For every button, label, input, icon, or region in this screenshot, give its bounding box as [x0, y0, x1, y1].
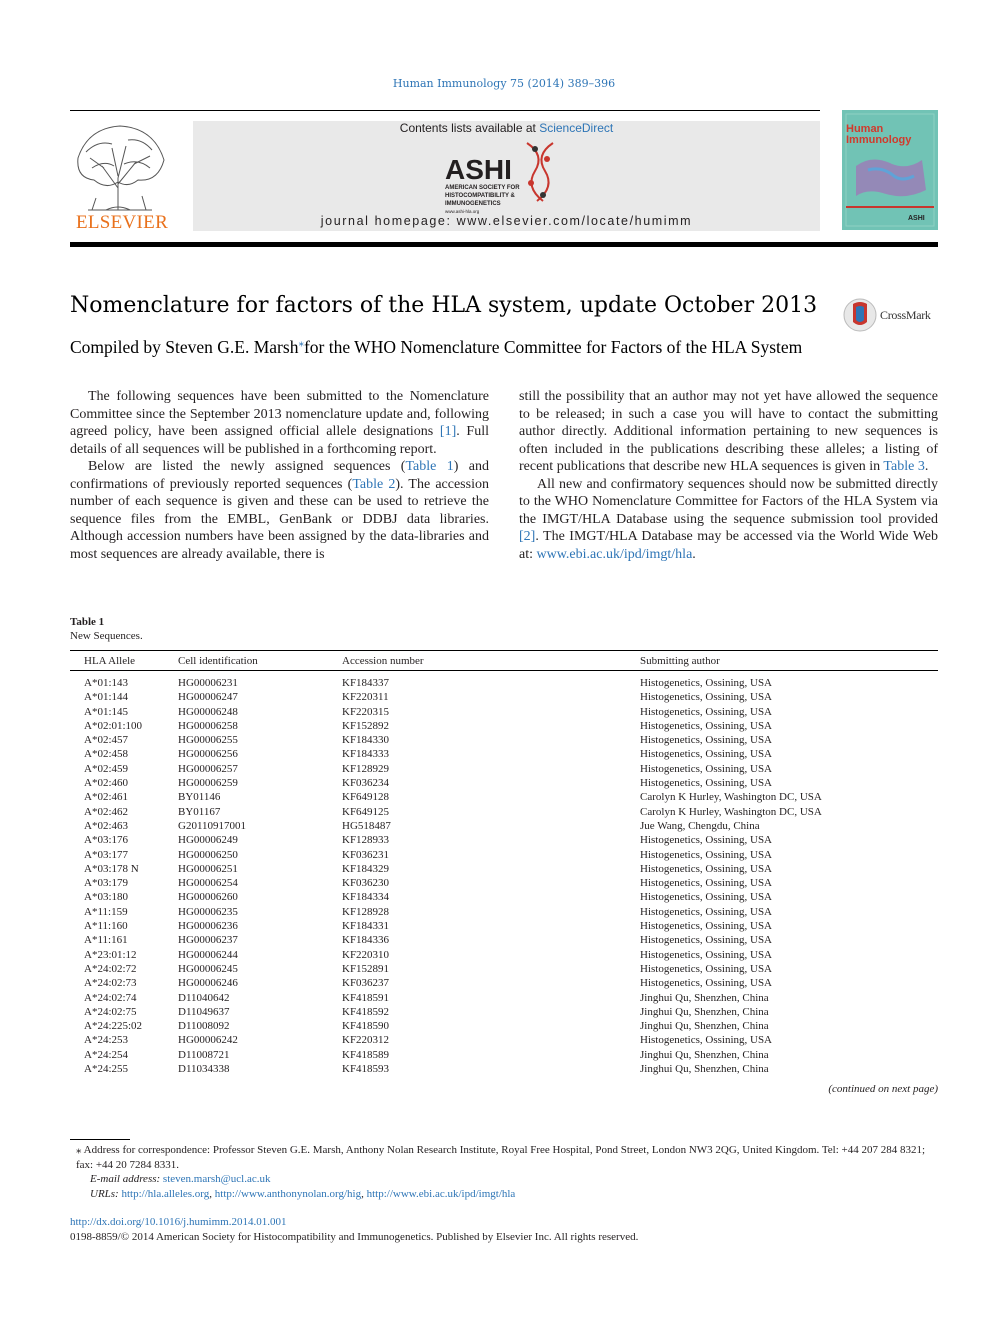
cell-accession-number: KF220310 — [342, 948, 390, 961]
cell-identification: BY01167 — [178, 805, 221, 818]
cell-hla-allele: A*24:02:73 — [84, 977, 137, 990]
cell-submitting-author: Histogenetics, Ossining, USA — [640, 934, 772, 947]
cell-hla-allele: A*11:160 — [84, 920, 128, 933]
cell-identification: HG00006236 — [178, 920, 238, 933]
cell-identification: D11040642 — [178, 991, 230, 1004]
cell-submitting-author: Carolyn K Hurley, Washington DC, USA — [640, 791, 822, 804]
cell-hla-allele: A*24:253 — [84, 1034, 128, 1047]
table-row — [70, 719, 938, 733]
table-header-row — [70, 654, 938, 668]
cell-accession-number: KF184333 — [342, 748, 390, 761]
right-paragraph-2: All new and confirmatory sequences should now be submitted directly to the WHO Nomenclature Committee for Factors of the HLA System via the IMGT/HLA Database using the sequence submission tool provided [2]. The IMGT/HLA Database may be accessed via the World Wide Web at: www.ebi.ac.uk/ipd/imgt/hla. — [519, 476, 938, 562]
crossmark-label[interactable]: CrossMark — [880, 308, 931, 322]
cell-accession-number: KF220312 — [342, 1034, 390, 1047]
cell-accession-number: KF036231 — [342, 848, 390, 861]
cell-submitting-author: Histogenetics, Ossining, USA — [640, 905, 772, 918]
cell-submitting-author: Carolyn K Hurley, Washington DC, USA — [640, 805, 822, 818]
cell-hla-allele: A*02:459 — [84, 762, 128, 775]
cell-accession-number: KF184336 — [342, 934, 390, 947]
cell-identification: HG00006231 — [178, 677, 238, 689]
table-row — [70, 833, 938, 847]
cell-identification: HG00006260 — [178, 891, 238, 904]
cell-submitting-author: Histogenetics, Ossining, USA — [640, 891, 772, 904]
cell-submitting-author: Histogenetics, Ossining, USA — [640, 977, 772, 990]
cover-title — [846, 124, 936, 146]
cell-identification: HG00006254 — [178, 877, 238, 890]
cell-hla-allele: A*24:02:74 — [84, 991, 137, 1004]
journal-reference[interactable]: Human Immunology 75 (2014) 389–396 — [392, 77, 616, 90]
cell-identification: HG00006255 — [178, 734, 238, 747]
footnote-star: ⁎ — [76, 1144, 82, 1156]
url-ebi-imgt[interactable]: http://www.ebi.ac.uk/ipd/imgt/hla — [366, 1187, 516, 1200]
cell-accession-number: KF128929 — [342, 762, 390, 775]
elsevier-wordmark: ELSEVIER — [75, 212, 169, 233]
cell-hla-allele: A*02:457 — [84, 734, 128, 747]
cell-accession-number: KF418592 — [342, 1005, 390, 1018]
cell-submitting-author: Histogenetics, Ossining, USA — [640, 1034, 772, 1047]
table-row — [70, 747, 938, 761]
table-row — [70, 1048, 938, 1062]
cell-submitting-author: Histogenetics, Ossining, USA — [640, 705, 772, 718]
table-row — [70, 762, 938, 776]
cell-identification: HG00006257 — [178, 762, 238, 775]
table-row — [70, 890, 938, 904]
cell-identification: HG00006256 — [178, 748, 238, 761]
cell-identification: HG00006244 — [178, 948, 238, 961]
contents-line — [193, 121, 820, 135]
cover-title-line1: Human — [846, 123, 884, 135]
cell-hla-allele: A*02:463 — [84, 819, 128, 832]
header-hla-allele: HLA Allele — [84, 655, 136, 667]
cell-identification: HG00006258 — [178, 719, 238, 732]
cell-submitting-author: Histogenetics, Ossining, USA — [640, 734, 772, 747]
table-caption: New Sequences. — [70, 630, 143, 642]
doi-url[interactable]: http://dx.doi.org/10.1016/j.humimm.2014.01.001 — [70, 1216, 287, 1228]
cell-hla-allele: A*03:176 — [84, 834, 128, 847]
right-paragraph-1: still the possibility that an author may not yet have allowed the sequence to be released; in such a case you will have to contact the submitting author directly. Additional information pertaining to new sequences is often included in the publications describing these alleles; a listing of recent publications that describe new HLA sequences is given in Table 3. — [519, 389, 938, 474]
cell-hla-allele: A*24:02:72 — [84, 962, 137, 975]
header-accession-number: Accession number — [342, 655, 424, 667]
table-row — [70, 876, 938, 890]
journal-homepage — [193, 214, 820, 228]
cell-accession-number: KF418593 — [342, 1063, 390, 1076]
table-row — [70, 933, 938, 947]
ashi-line1: AMERICAN SOCIETY FOR — [445, 185, 520, 191]
cell-submitting-author: Histogenetics, Ossining, USA — [640, 920, 772, 933]
cell-hla-allele: A*01:143 — [84, 677, 128, 689]
continued-note: (continued on next page) — [828, 1083, 938, 1095]
cell-submitting-author: Histogenetics, Ossining, USA — [640, 677, 772, 689]
table-row — [70, 1019, 938, 1033]
cell-identification: HG00006242 — [178, 1034, 238, 1047]
cell-hla-allele: A*03:180 — [84, 891, 128, 904]
cell-accession-number: KF184329 — [342, 862, 390, 875]
cell-submitting-author: Histogenetics, Ossining, USA — [640, 691, 772, 704]
cell-hla-allele: A*03:178 N — [84, 862, 139, 875]
cell-hla-allele: A*02:460 — [84, 777, 128, 790]
cell-submitting-author: Histogenetics, Ossining, USA — [640, 962, 772, 975]
cell-accession-number: HG518487 — [342, 819, 391, 832]
table-row — [70, 690, 938, 704]
left-paragraph-1: The following sequences have been submitted to the Nomenclature Committee since the September 2013 nomenclature update and, following agreed policy, have been assigned official allele designations [1]. Full details of all sequences will be published in a forthcoming report. — [70, 389, 489, 457]
cell-submitting-author: Histogenetics, Ossining, USA — [640, 777, 772, 790]
cell-hla-allele: A*02:461 — [84, 791, 128, 804]
byline-author: Compiled by Steven G.E. Marsh — [70, 336, 299, 357]
correspondence-address: ⁎ Address for correspondence: Professor Steven G.E. Marsh, Anthony Nolan Research Institute, Royal Free Hospital, Pond Street, London NW3 2QG, United Kingdom. Tel: +44 207 284 8321; fax: +44 20 7284 8331. — [76, 1144, 926, 1171]
table-top-rule — [70, 650, 938, 651]
cell-identification: HG00006259 — [178, 777, 238, 790]
table-row — [70, 705, 938, 719]
table-label: Table 1 — [70, 616, 105, 628]
cell-submitting-author: Histogenetics, Ossining, USA — [640, 719, 772, 732]
contents-prefix: Contents lists available at — [399, 121, 540, 135]
cell-identification: HG00006247 — [178, 691, 238, 704]
cell-identification: D11034338 — [178, 1063, 230, 1076]
cell-submitting-author: Jinghui Qu, Shenzhen, China — [640, 1048, 769, 1061]
cell-accession-number: KF418591 — [342, 991, 390, 1004]
cell-accession-number: KF036237 — [342, 977, 390, 990]
cell-accession-number: KF220315 — [342, 705, 390, 718]
cell-identification: HG00006237 — [178, 934, 238, 947]
cell-hla-allele: A*03:179 — [84, 877, 128, 890]
ashi-name: ASHI — [445, 154, 512, 185]
body-left-column — [70, 388, 489, 563]
reference-2-link[interactable]: [2] — [519, 529, 536, 544]
article-title — [70, 292, 817, 318]
cell-identification: HG00006248 — [178, 705, 238, 718]
table-row — [70, 819, 938, 833]
cell-accession-number: KF036230 — [342, 877, 390, 890]
email-line — [70, 1172, 938, 1187]
cell-accession-number: KF418589 — [342, 1048, 390, 1061]
cell-accession-number: KF184331 — [342, 920, 390, 933]
cell-hla-allele: A*02:458 — [84, 748, 128, 761]
table1-link[interactable]: Table 1 — [405, 459, 454, 474]
urls-line: URLs: http://hla.alleles.org, http://www.anthonynolan.org/hig, http://www.ebi.ac.uk/ipd/imgt/hla — [90, 1187, 516, 1200]
table3-link[interactable]: Table 3 — [883, 459, 925, 474]
email-label: E-mail address: — [90, 1173, 163, 1185]
email-link[interactable]: steven.marsh@ucl.ac.uk — [162, 1173, 271, 1185]
url-anthony-nolan[interactable]: http://www.anthonynolan.org/hig — [214, 1187, 362, 1200]
urls-label: URLs: — [90, 1187, 122, 1200]
table-row — [70, 805, 938, 819]
cell-identification: HG00006251 — [178, 862, 238, 875]
cell-hla-allele: A*01:145 — [84, 705, 128, 718]
cell-hla-allele: A*02:01:100 — [84, 719, 143, 732]
header-rule — [70, 110, 820, 111]
homepage-url[interactable]: www.elsevier.com/locate/humimm — [456, 214, 693, 228]
ashi-line3: IMMUNOGENETICS — [445, 201, 501, 207]
table2-link[interactable]: Table 2 — [352, 476, 396, 492]
footnote-block — [70, 1143, 938, 1201]
table-row — [70, 948, 938, 962]
footnote-rule — [70, 1139, 130, 1140]
cell-submitting-author: Jue Wang, Chengdu, China — [640, 819, 760, 832]
byline-footnote-marker[interactable]: ⁎ — [298, 337, 304, 349]
cell-submitting-author: Histogenetics, Ossining, USA — [640, 762, 772, 775]
sciencedirect-link[interactable]: ScienceDirect — [539, 121, 614, 135]
doi-link[interactable] — [70, 1216, 286, 1228]
cell-identification: D11049637 — [178, 1005, 230, 1018]
cell-accession-number: KF649125 — [342, 805, 390, 818]
cell-hla-allele: A*03:177 — [84, 848, 128, 861]
cell-accession-number: KF649128 — [342, 791, 390, 804]
cell-submitting-author: Jinghui Qu, Shenzhen, China — [640, 1063, 769, 1076]
cell-identification: HG00006249 — [178, 834, 238, 847]
cell-accession-number: KF152892 — [342, 719, 390, 732]
table-row — [70, 676, 938, 690]
cell-submitting-author: Histogenetics, Ossining, USA — [640, 862, 772, 875]
body-right-column — [519, 388, 938, 563]
table-row — [70, 776, 938, 790]
cell-hla-allele: A*01:144 — [84, 691, 128, 704]
table-row — [70, 962, 938, 976]
table-row — [70, 1062, 938, 1076]
table-row — [70, 976, 938, 990]
imgt-hla-link[interactable]: www.ebi.ac.uk/ipd/imgt/hla — [536, 546, 693, 562]
cell-submitting-author: Histogenetics, Ossining, USA — [640, 748, 772, 761]
reference-1-link[interactable]: [1] — [439, 424, 457, 439]
table-body — [70, 676, 938, 1076]
table-row — [70, 733, 938, 747]
left-paragraph-2: Below are listed the newly assigned sequences (Table 1) and confirmations of previously reported sequences (Table 2). The accession number of each sequence is given and these can be used to retrieve the sequence files from the EMBL, GenBank or DDBJ data libraries. Although accession numbers have been assigned by the data-libraries and most sequences are already available, there is — [70, 459, 489, 562]
table-row — [70, 905, 938, 919]
cell-hla-allele: A*23:01:12 — [84, 948, 137, 961]
cell-identification: D11008092 — [178, 1020, 230, 1033]
cell-identification: D11008721 — [178, 1048, 230, 1061]
cell-hla-allele: A*24:225:02 — [84, 1020, 143, 1033]
cell-identification: BY01146 — [178, 791, 221, 804]
cell-identification: HG00006250 — [178, 848, 238, 861]
table-row — [70, 790, 938, 804]
table-row — [70, 1033, 938, 1047]
byline — [70, 336, 802, 358]
cell-accession-number: KF152891 — [342, 962, 390, 975]
cover-footer: ASHI — [908, 215, 925, 222]
crossmark-icon[interactable] — [843, 298, 877, 332]
cell-hla-allele: A*11:161 — [84, 934, 128, 947]
header-thick-rule — [70, 242, 938, 247]
cell-identification: G20110917001 — [178, 819, 247, 832]
cell-submitting-author: Histogenetics, Ossining, USA — [640, 834, 772, 847]
cell-accession-number: KF220311 — [342, 691, 389, 704]
table-header-rule — [70, 670, 938, 671]
cell-accession-number: KF184330 — [342, 734, 390, 747]
cell-accession-number: KF184334 — [342, 891, 390, 904]
ashi-url: www.ashi-hla.org — [445, 209, 480, 214]
cover-title-line2: Immunology — [846, 134, 912, 146]
homepage-prefix: journal homepage: — [320, 214, 457, 228]
copyright-line: 0198-8859/© 2014 American Society for Histocompatibility and Immunogenetics. Published by Elsevier Inc. All rights reserved. — [70, 1231, 639, 1243]
cell-submitting-author: Histogenetics, Ossining, USA — [640, 848, 772, 861]
cell-identification: HG00006235 — [178, 905, 238, 918]
cell-submitting-author: Jinghui Qu, Shenzhen, China — [640, 1005, 769, 1018]
cell-submitting-author: Histogenetics, Ossining, USA — [640, 877, 772, 890]
cell-submitting-author: Jinghui Qu, Shenzhen, China — [640, 1020, 769, 1033]
table-row — [70, 848, 938, 862]
table-row — [70, 991, 938, 1005]
cell-submitting-author: Jinghui Qu, Shenzhen, China — [640, 991, 769, 1004]
byline-committee: for the WHO Nomenclature Committee for Factors of the HLA System — [303, 336, 803, 357]
table-row — [70, 1005, 938, 1019]
header-submitting-author: Submitting author — [640, 655, 720, 667]
url-hla-alleles[interactable]: http://hla.alleles.org — [121, 1187, 210, 1200]
cell-hla-allele: A*24:254 — [84, 1048, 128, 1061]
table-row — [70, 919, 938, 933]
cell-hla-allele: A*24:02:75 — [84, 1005, 137, 1018]
table-row — [70, 862, 938, 876]
cell-accession-number: KF184337 — [342, 677, 390, 689]
cell-identification: HG00006246 — [178, 977, 238, 990]
cell-accession-number: KF128928 — [342, 905, 390, 918]
cell-accession-number: KF128933 — [342, 834, 390, 847]
cell-accession-number: KF036234 — [342, 777, 390, 790]
ashi-logo — [435, 135, 575, 215]
cell-accession-number: KF418590 — [342, 1020, 390, 1033]
cell-identification: HG00006245 — [178, 962, 238, 975]
cell-hla-allele: A*24:255 — [84, 1063, 128, 1076]
cell-submitting-author: Histogenetics, Ossining, USA — [640, 948, 772, 961]
article-title-text: Nomenclature for factors of the HLA system, update October 2013 — [70, 293, 818, 318]
cell-hla-allele: A*02:462 — [84, 805, 128, 818]
header-cell-identification: Cell identification — [178, 655, 258, 667]
ashi-line2: HISTOCOMPATIBILITY & — [445, 193, 515, 199]
cell-hla-allele: A*11:159 — [84, 905, 128, 918]
